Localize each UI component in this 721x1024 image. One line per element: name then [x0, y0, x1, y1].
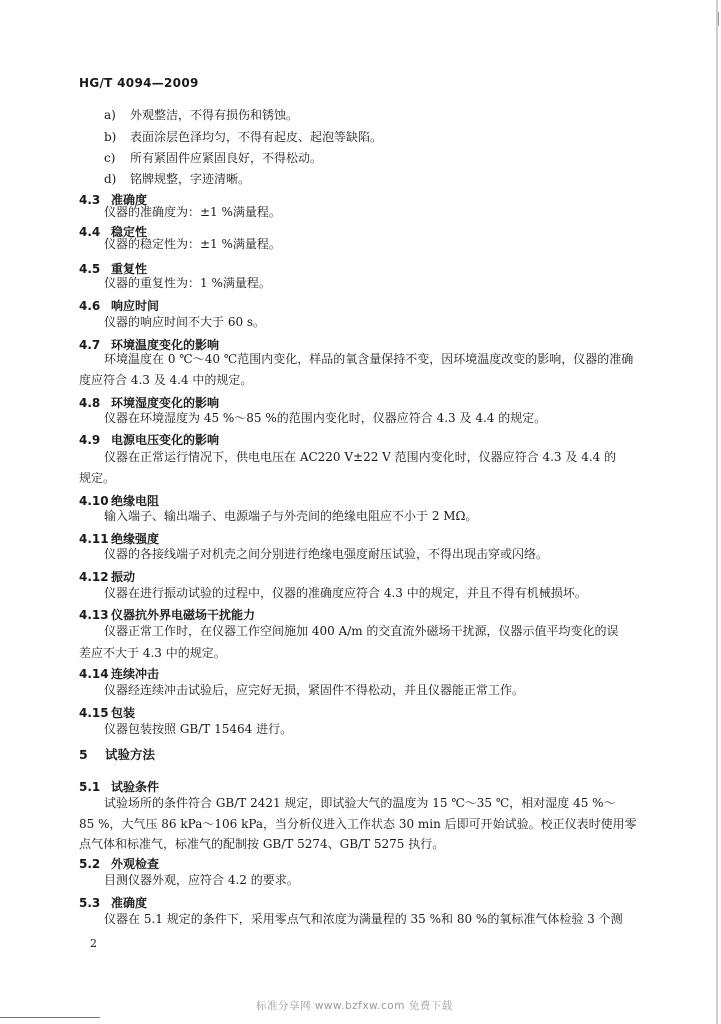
- site-watermark: 标准分享网 www.bzfxw.com 免费下载: [256, 1000, 453, 1012]
- text-line: 仪器的响应时间不大于 60 s。: [104, 315, 266, 329]
- list-text: 铭牌规整，字迹清晰。: [130, 172, 251, 186]
- text-line: 仪器的稳定性为：±1 %满量程。: [104, 237, 281, 251]
- text-line: 仪器正常工作时，在仪器工作空间施加 400 A/m 的交直流外磁场干扰源，仪器示值平均变化的误: [104, 624, 619, 638]
- scan-mark: [712, 12, 719, 26]
- text-line: 仪器的重复性为：1 %满量程。: [104, 276, 271, 290]
- section-number: 4.4: [79, 225, 101, 239]
- list-item: [104, 149, 322, 166]
- section-paragraph: [104, 312, 265, 332]
- section-title: 振动: [111, 570, 136, 584]
- section-paragraph: [104, 793, 616, 813]
- list-marker: c): [104, 151, 116, 165]
- section-paragraph-continued: [79, 370, 252, 390]
- section-title: 环境温度变化的影响: [111, 338, 220, 352]
- section-title: 试验条件: [111, 780, 160, 794]
- section-paragraph: [104, 506, 478, 526]
- standard-code: HG/T 4094—2009: [79, 76, 199, 90]
- section-number: 5.1: [79, 780, 101, 794]
- text-line: 仪器在正常运行情况下，供电电压在 AC220 V±22 V 范围内变化时，仪器应符合 4.3 及 4.4 的: [104, 450, 617, 464]
- section-paragraph-continued: [79, 643, 226, 663]
- text-line: 仪器在进行振动试验的过程中，仪器的准确度应符合 4.3 中的规定，并且不得有机械损坏。: [104, 586, 587, 600]
- section-number: 4.12: [79, 570, 109, 584]
- section-number: 4.5: [79, 262, 101, 276]
- section-number: 4.15: [79, 706, 109, 720]
- text-line: 仪器经连续冲击试验后，应完好无损，紧固件不得松动，并且仪器能正常工作。: [104, 683, 525, 697]
- section-title: 响应时间: [111, 299, 160, 313]
- section-paragraph: [104, 583, 587, 603]
- section-paragraph: [104, 621, 618, 641]
- section-paragraph-continued: [79, 468, 115, 488]
- section-title: 连续冲击: [111, 667, 160, 681]
- page-number: 2: [90, 937, 97, 950]
- section-number: 5.3: [79, 896, 101, 910]
- scan-edge: [716, 0, 718, 1024]
- section-title: 包装: [111, 706, 136, 720]
- section-paragraph: [104, 680, 524, 700]
- section-title: 电源电压变化的影响: [111, 433, 220, 447]
- section-title: 环境湿度变化的影响: [111, 396, 220, 410]
- list-item: [104, 170, 250, 187]
- text-line: 环境温度在 0 ℃～40 ℃范围内变化，样品的氧含量保持不变，因环境温度改变的影响，仪器的准确: [104, 352, 634, 366]
- section-paragraph: [104, 408, 546, 428]
- list-marker: b): [104, 130, 117, 144]
- section-number: 4.11: [79, 532, 109, 546]
- section-title: 仪器抗外界电磁场干扰能力: [111, 608, 256, 622]
- text-line: 输入端子、输出端子、电源端子与外壳间的绝缘电阻应不小于 2 MΩ。: [104, 509, 478, 523]
- section-title: 绝缘电阻: [111, 494, 160, 508]
- section-paragraph: [104, 870, 299, 890]
- section-number: 4.13: [79, 608, 109, 622]
- section-title: 准确度: [111, 193, 148, 207]
- section-title: 外观检查: [111, 857, 160, 871]
- text-line: 仪器在环境湿度为 45 %～85 %的范围内变化时，仪器应符合 4.3 及 4.4 的规定。: [104, 411, 547, 425]
- section-paragraph: [104, 349, 633, 369]
- section-number: 4.14: [79, 667, 109, 681]
- section-heading: [79, 431, 219, 448]
- section-title: 重复性: [111, 262, 148, 276]
- section-number: 4.9: [79, 433, 101, 447]
- section-title: 稳定性: [111, 225, 148, 239]
- section-number: 4.10: [79, 494, 109, 508]
- section-number: 4.7: [79, 338, 101, 352]
- list-text: 所有紧固件应紧固良好，不得松动。: [130, 151, 323, 165]
- list-item: [104, 128, 382, 145]
- text-line: 规定。: [79, 471, 116, 485]
- section-paragraph: [104, 202, 281, 222]
- text-line: 仪器的各接线端子对机壳之间分别进行绝缘电强度耐压试验，不得出现击穿或闪络。: [104, 547, 549, 561]
- list-item: [104, 106, 298, 123]
- section-paragraph: [104, 273, 271, 293]
- text-line: 差应不大于 4.3 中的规定。: [79, 646, 226, 660]
- chapter-number: 5: [79, 747, 88, 762]
- section-number: 5.2: [79, 857, 101, 871]
- chapter-heading: [79, 745, 155, 763]
- text-line: 度应符合 4.3 及 4.4 中的规定。: [79, 373, 253, 387]
- text-line: 试验场所的条件符合 GB/T 2421 规定，即试验大气的温度为 15 ℃～35 ℃，相对湿度 45 %～: [104, 796, 616, 810]
- section-title: 准确度: [111, 896, 148, 910]
- chapter-title: 试验方法: [105, 747, 156, 762]
- text-line: 仪器在 5.1 规定的条件下，采用零点气和浓度为满量程的 35 %和 80 %的氧标准气体检验 3 个测: [104, 912, 623, 926]
- text-line: 点气体和标准气，标准气的配制按 GB/T 5274、GB/T 5275 执行。: [79, 837, 445, 851]
- list-text: 外观整洁，不得有损伤和锈蚀。: [130, 108, 299, 122]
- text-line: 仪器包装按照 GB/T 15464 进行。: [104, 722, 293, 736]
- section-paragraph: [104, 909, 623, 929]
- section-paragraph-continued: [79, 814, 637, 854]
- text-line: 85 %，大气压 86 kPa～106 kPa，当分析仪进入工作状态 30 min 后即可开始试验。校正仪表时使用零: [79, 817, 637, 831]
- text-line: 目测仪器外观，应符合 4.2 的要求。: [104, 873, 299, 887]
- section-number: 4.6: [79, 299, 101, 313]
- footer-rule: [0, 1017, 100, 1018]
- list-marker: d): [104, 172, 117, 186]
- section-paragraph: [104, 719, 292, 739]
- section-number: 4.3: [79, 193, 101, 207]
- section-number: 4.8: [79, 396, 101, 410]
- section-paragraph: [104, 544, 548, 564]
- section-paragraph: [104, 447, 616, 467]
- list-marker: a): [104, 108, 116, 122]
- text-line: 仪器的准确度为：±1 %满量程。: [104, 205, 281, 219]
- section-title: 绝缘强度: [111, 532, 160, 546]
- section-paragraph: [104, 234, 281, 254]
- list-text: 表面涂层色泽均匀，不得有起皮、起泡等缺陷。: [130, 130, 383, 144]
